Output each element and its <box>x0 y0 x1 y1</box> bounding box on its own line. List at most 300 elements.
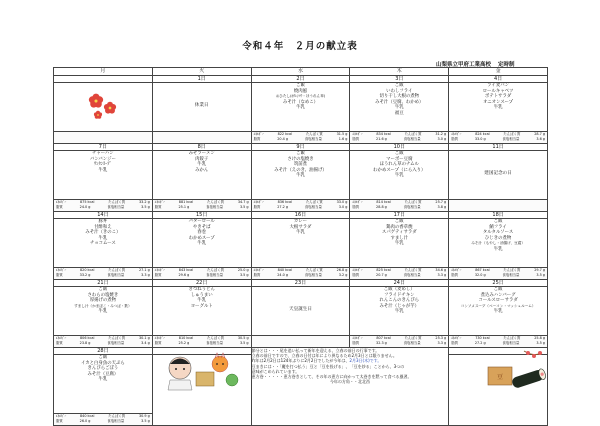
energy-value: 824 kcal <box>475 132 490 136</box>
energy-label: ｴﾈﾙｷﾞｰ <box>154 336 165 340</box>
menu-item: みかん <box>195 167 209 173</box>
salt-value: 3.5 g <box>536 341 545 345</box>
menu-item: すまし汁（かまぼこ・みつば・麩） <box>74 303 132 308</box>
menu-item: 牛乳 <box>98 235 108 241</box>
menu-table <box>53 67 548 426</box>
menu-cell <box>350 151 449 200</box>
menu-date: 3日 <box>350 76 449 83</box>
closed-day-note: 天皇誕生日 <box>289 307 312 312</box>
ehomaki-icon <box>484 349 546 393</box>
salt-value: 1.6 g <box>338 137 348 141</box>
protein-value: 34.6 g <box>435 268 447 272</box>
setsubun-line: 意味がこめられています。 <box>251 368 300 374</box>
menu-item: 牛乳 <box>394 173 404 178</box>
menu-item: 焼肉風 <box>293 88 308 94</box>
menu-item: みそ汁（なめこ） <box>282 99 319 105</box>
nutrition-cell <box>251 336 350 348</box>
menu-cell <box>152 287 251 336</box>
menu-item: ほうれん草のナムル <box>379 162 419 167</box>
nutrition-cell <box>350 132 449 144</box>
energy-value: 875 kcal <box>80 200 95 204</box>
fat-label: 脂質 <box>352 205 360 209</box>
menu-item: きんぴらごぼう <box>87 366 119 371</box>
menu-item: 鶏肉の香草焼 <box>386 224 413 230</box>
menu-cell <box>54 151 153 200</box>
energy-label: ｴﾈﾙｷﾞｰ <box>56 336 67 340</box>
menu-date: 28日 <box>54 348 153 355</box>
nutrition-line-2 <box>252 205 350 210</box>
protein-value: 28.7 g <box>534 132 545 136</box>
menu-item: コンソメスープ（ベーコン・マッシュルーム） <box>460 303 536 308</box>
menu-item: 牛乳 <box>98 309 108 314</box>
nutrition-cell <box>449 132 548 144</box>
fat-value: 25.2 g <box>178 341 190 345</box>
nutrition-cell <box>449 336 548 348</box>
energy-label: ｴﾈﾙｷﾞｰ <box>253 200 264 204</box>
fat-value: 33.0 g <box>474 137 486 141</box>
energy-label: ｴﾈﾙｷﾞｰ <box>56 200 67 204</box>
menu-item: 牛乳 <box>197 298 207 303</box>
energy-label: ｴﾈﾙｷﾞｰ <box>451 336 462 340</box>
protein-label: たんぱく質 <box>108 336 126 340</box>
energy-value: 840 kcal <box>80 414 95 418</box>
menu-cell <box>449 83 548 132</box>
menu-item: 牛乳 <box>394 241 404 246</box>
salt-value: 3.0 g <box>437 137 447 141</box>
protein-value: 33.0 g <box>336 200 348 204</box>
energy-value: 867 kcal <box>475 268 490 272</box>
menu-item: ﾜﾝﾀﾝｽｰﾌﾟ <box>94 162 112 167</box>
energy-value: 820 kcal <box>80 268 95 272</box>
menu-item: タルタルソース <box>482 230 514 235</box>
fat-value: 28.8 g <box>376 205 387 209</box>
menu-item: ご飯 <box>394 83 404 88</box>
menu-item: 大根サラダ <box>289 224 312 230</box>
nutrition-line-2 <box>153 273 251 278</box>
menu-item: みそ汁（豆腐、わかめ） <box>375 99 424 105</box>
salt-label: 食塩相当量 <box>107 273 125 277</box>
menu-item: イカと白身魚の天ぷら <box>81 360 125 366</box>
menu-item: しゅうまい <box>190 292 213 298</box>
salt-value: 3.5 g <box>141 205 150 209</box>
menu-item: ご飯 <box>98 287 108 292</box>
nutrition-line-2 <box>153 341 251 346</box>
protein-value: 25.0 g <box>237 268 249 272</box>
menu-cell <box>152 219 251 268</box>
fat-value: 29.6 g <box>178 273 190 277</box>
salt-value: 3.5 g <box>239 205 249 209</box>
nutrition-line-2 <box>252 273 350 278</box>
menu-cell <box>54 219 153 268</box>
energy-label: ｴﾈﾙｷﾞｰ <box>451 268 462 272</box>
energy-label: ｴﾈﾙｷﾞｰ <box>451 132 462 136</box>
school-label: 山梨県立甲府工業高校 <box>436 62 492 68</box>
menu-item: ご飯 <box>296 83 305 88</box>
menu-item: 鯖フライ <box>489 224 507 230</box>
protein-label: たんぱく質 <box>305 132 323 136</box>
menu-item: 牛乳 <box>296 105 305 110</box>
plum-blossom-icon <box>86 91 120 121</box>
energy-value: 825 kcal <box>376 268 391 272</box>
menu-date: 18日 <box>449 212 548 219</box>
menu-item: ご飯 <box>394 151 404 156</box>
energy-value: 840 kcal <box>277 268 292 272</box>
menu-item: 牛乳 <box>98 377 108 382</box>
menu-item: スパゲティサラダ <box>381 230 417 235</box>
menu-item: フライドチキン <box>384 292 415 298</box>
menu-date: 23日 <box>251 280 350 287</box>
menu-item: いわしフライ <box>386 88 413 94</box>
menu-item: みそ汁（もやし・油揚げ、豆腐） <box>471 241 525 245</box>
salt-value: 3.5 g <box>239 273 249 277</box>
menu-item: 切り干し大根の煮物 <box>379 94 420 99</box>
menu-item: みそ汁（きのこ） <box>85 230 121 235</box>
menu-date: 15日 <box>152 212 251 219</box>
nutrition-cell <box>54 132 153 144</box>
salt-label: 食塩相当量 <box>403 205 421 209</box>
menu-item: ご飯（麦めし） <box>383 287 415 292</box>
menu-item: ポテトサラダ <box>484 94 512 99</box>
nutrition-cell <box>251 132 350 144</box>
nutrition-line-2 <box>449 137 547 142</box>
menu-item: ロールキャベツ <box>482 88 514 94</box>
protein-label: たんぱく質 <box>108 268 126 272</box>
protein-value: 29.7 g <box>534 268 545 272</box>
svg-text:豆: 豆 <box>496 374 504 381</box>
fat-label: 脂質 <box>253 205 261 209</box>
menu-cell <box>449 151 548 200</box>
energy-value: 807 kcal <box>376 336 391 340</box>
fat-label: 脂質 <box>56 341 63 345</box>
energy-value: 822 kcal <box>277 132 292 136</box>
salt-label: 食塩相当量 <box>403 137 421 141</box>
fat-label: 脂質 <box>352 341 360 345</box>
menu-item: バンバンジー <box>89 156 116 162</box>
salt-label: 食塩相当量 <box>304 137 322 141</box>
menu-cell <box>54 83 153 132</box>
energy-label: ｴﾈﾙｷﾞｰ <box>352 336 363 340</box>
menu-date: 11日 <box>449 144 548 151</box>
setsubun-line: 節分とは・・・尾を追い払って新年を迎える、立春の前日の行事です。 <box>251 348 380 353</box>
nutrition-line-2 <box>449 341 547 346</box>
salt-label: 食塩相当量 <box>304 273 322 277</box>
menu-item: ライ麦パン <box>487 83 509 88</box>
menu-date: 22日 <box>152 280 251 287</box>
setsubun-highlight: 2月3日(木)です。 <box>349 358 382 364</box>
salt-value: 3.0 g <box>338 205 348 209</box>
energy-value: 834 kcal <box>376 132 391 136</box>
menu-item: わかめスープ <box>188 235 215 241</box>
menu-item: マーボー豆腐 <box>386 156 413 162</box>
salt-label: 食塩相当量 <box>502 273 520 277</box>
fat-value: 20.7 g <box>376 273 387 277</box>
menu-item: 豚丼 <box>98 219 108 224</box>
nutrition-cell <box>350 336 449 348</box>
menu-item: さけの塩焼き <box>287 156 314 162</box>
salt-label: 食塩相当量 <box>107 341 125 345</box>
salt-value: 3.3 g <box>141 273 150 277</box>
menu-item: チャーハン <box>92 151 114 156</box>
menu-item: 牛乳 <box>493 309 503 314</box>
salt-label: 食塩相当量 <box>206 273 224 277</box>
salt-value: 3.3 g <box>437 273 447 277</box>
energy-value: 881 kcal <box>178 200 194 204</box>
fat-value: 32.3 g <box>376 341 387 345</box>
energy-value: 814 kcal <box>376 200 391 204</box>
menu-cell <box>54 287 153 336</box>
fat-label: 脂質 <box>352 273 360 277</box>
menu-date: 17日 <box>350 212 449 219</box>
setsubun-line: 今年の方角・・北北西 <box>329 379 370 385</box>
day-of-week-header: 木 <box>350 68 449 76</box>
salt-label: 食塩相当量 <box>206 205 224 209</box>
nutrition-cell <box>449 268 548 280</box>
nutrition-line-2 <box>54 341 152 346</box>
protein-label: たんぱく質 <box>305 200 323 204</box>
menu-item: みそ汁（豆腐） <box>87 371 119 377</box>
menu-item: 牛乳 <box>98 167 108 173</box>
nutrition-cell <box>449 200 548 212</box>
menu-item: ひじきの煮物 <box>484 235 512 241</box>
nutrition-line-2 <box>252 137 350 142</box>
protein-label: たんぱく質 <box>503 132 521 136</box>
setsubun-oni-icon <box>162 350 242 392</box>
menu-cell <box>251 287 350 336</box>
menu-cell <box>449 219 548 268</box>
nutrition-cell <box>54 268 153 280</box>
salt-label: 食塩相当量 <box>206 341 224 345</box>
menu-item: チョコムース <box>90 241 116 246</box>
menu-item: 福豆 <box>394 110 404 116</box>
menu-item: わかめスープ（にら入り） <box>373 167 426 173</box>
menu-item: 牛乳 <box>197 162 207 167</box>
energy-label: ｴﾈﾙｷﾞｰ <box>352 268 363 272</box>
salt-label: 食塩相当量 <box>304 205 322 209</box>
protein-label: たんぱく質 <box>207 268 224 272</box>
protein-value: 31.2 g <box>435 132 447 136</box>
menu-cell <box>350 219 449 268</box>
protein-value: 26.8 g <box>336 268 348 272</box>
energy-value: 843 kcal <box>178 268 194 272</box>
menu-item: おひたし(ﾎｳﾚﾝｿｳ・ほうれん草) <box>275 94 326 98</box>
nutrition-cell <box>350 200 449 212</box>
energy-label: ｴﾈﾙｷﾞｰ <box>253 132 264 136</box>
nutrition-cell <box>152 336 251 348</box>
menu-item: 厚揚げの煮物 <box>89 298 117 303</box>
menu-item: ご飯 <box>493 287 503 292</box>
menu-date: 7日 <box>54 144 153 151</box>
page-title: 令和４年 ２月の献立表 <box>242 41 358 52</box>
salt-label: 食塩相当量 <box>107 419 125 423</box>
fat-label: 脂質 <box>451 273 458 277</box>
menu-cell <box>152 151 251 200</box>
fat-label: 脂質 <box>154 341 162 345</box>
menu-item: 肉餃子 <box>195 156 209 162</box>
menu-item: やきそば <box>192 224 211 230</box>
setsubun-line: 豆まきには・・「魔を打つ払う」豆と「豆を投げる」、「豆を炒る」ことから、3つの <box>251 363 405 369</box>
fat-value: 24.0 g <box>277 273 289 277</box>
menu-item: オニオンスープ <box>483 99 514 105</box>
menu-item: 牛乳 <box>394 309 404 314</box>
fat-value: 21.6 g <box>376 137 387 141</box>
protein-label: たんぱく質 <box>207 336 224 340</box>
menu-item: れんこんのきんぴら <box>379 298 420 303</box>
menu-item: ご飯 <box>98 355 108 360</box>
closed-day-note: 建国記念の日 <box>484 171 512 176</box>
menu-item: 牛乳 <box>296 230 305 235</box>
menu-date: 4日 <box>449 76 548 83</box>
protein-value: 31.5 g <box>336 132 348 136</box>
day-of-week-header: 月 <box>54 68 153 76</box>
menu-cell <box>350 287 449 336</box>
protein-value: 25.7 g <box>435 200 447 204</box>
menu-cell <box>251 219 350 268</box>
menu-item: ご飯 <box>493 219 503 224</box>
menu-item: バターロール <box>188 219 215 224</box>
menu-item: 筑前煮 <box>293 162 308 167</box>
menu-date: 8日 <box>152 144 251 151</box>
menu-date: 16日 <box>251 212 350 219</box>
salt-value: 3.3 g <box>437 341 447 345</box>
menu-item: さわらの塩焼き <box>87 292 119 298</box>
fat-label: 脂質 <box>154 205 162 209</box>
nutrition-line-2 <box>153 205 251 210</box>
energy-label: ｴﾈﾙｷﾞｰ <box>352 200 363 204</box>
salt-label: 食塩相当量 <box>502 137 520 141</box>
menu-date: 24日 <box>350 280 449 287</box>
menu-item: きつねうどん <box>188 287 215 292</box>
setsubun-line: 立春の前日ですので、立春の日付は年により異なるため2月3日とは限りません。 <box>251 353 397 359</box>
protein-value: 25.8 g <box>534 336 545 340</box>
menu-item: すまし汁 <box>390 235 409 241</box>
fat-label: 脂質 <box>352 137 360 141</box>
nutrition-cell <box>251 268 350 280</box>
setsubun-line: 昨年は2月2日は124年ぶりに2月2日でしたが今年は、2月3日(木)です。 <box>251 358 382 364</box>
menu-cell <box>251 83 350 132</box>
fat-value: 23.8 g <box>79 341 91 345</box>
menu-cell <box>449 287 548 336</box>
energy-label: ｴﾈﾙｷﾞｰ <box>154 200 165 204</box>
fat-label: 脂質 <box>253 273 261 277</box>
energy-label: ｴﾈﾙｷﾞｰ <box>253 268 264 272</box>
protein-label: たんぱく質 <box>404 200 422 204</box>
fat-value: 24.0 g <box>79 205 91 209</box>
menu-item: カレー <box>293 219 308 224</box>
menu-date: 25日 <box>449 280 548 287</box>
energy-value: 810 kcal <box>178 336 194 340</box>
energy-value: 836 kcal <box>277 200 292 204</box>
salt-label: 食塩相当量 <box>403 341 421 345</box>
menu-date: 14日 <box>54 212 153 219</box>
fat-label: 脂質 <box>451 341 458 345</box>
menu-item: みそ汁（じゃが芋） <box>379 303 420 309</box>
nutrition-line-2 <box>350 273 448 278</box>
fat-label: 脂質 <box>451 137 458 141</box>
salt-value: 3.2 g <box>338 273 348 277</box>
energy-label: ｴﾈﾙｷﾞｰ <box>56 268 67 272</box>
energy-label: ｴﾈﾙｷﾞｰ <box>56 414 67 418</box>
nutrition-line-2 <box>54 205 152 210</box>
day-of-week-header: 水 <box>251 68 350 76</box>
menu-cell <box>152 83 251 132</box>
menu-item: 春巻 <box>197 230 207 235</box>
menu-date <box>54 76 153 83</box>
protein-label: たんぱく質 <box>503 268 521 272</box>
nutrition-cell <box>54 200 153 212</box>
fat-value: 20.4 g <box>277 137 289 141</box>
salt-value: 3.5 g <box>536 273 545 277</box>
fat-value: 27.2 g <box>474 341 486 345</box>
protein-value: 33.2 g <box>139 200 150 204</box>
day-of-week-header: 火 <box>152 68 251 76</box>
fat-value: 27.2 g <box>277 205 289 209</box>
nutrition-line-2 <box>54 419 152 424</box>
fat-value: 25.1 g <box>178 205 190 209</box>
fat-value: 33.2 g <box>79 273 91 277</box>
menu-date: 10日 <box>350 144 449 151</box>
salt-value: 3.5 g <box>239 341 249 345</box>
menu-item: 牛乳 <box>197 241 207 246</box>
salt-value: 3.4 g <box>141 341 150 345</box>
closed-day-note: 休業日 <box>194 103 209 108</box>
energy-value: 806 kcal <box>80 336 95 340</box>
fat-label: 脂質 <box>253 137 261 141</box>
salt-value: 3.5 g <box>141 419 150 423</box>
protein-label: たんぱく質 <box>305 268 323 272</box>
menu-item: 牛乳 <box>296 173 305 178</box>
nutrition-line-2 <box>350 137 448 142</box>
fat-value: 32.0 g <box>474 273 486 277</box>
menu-item: 牛乳 <box>493 105 503 110</box>
energy-value: 730 kcal <box>475 336 490 340</box>
fat-label: 脂質 <box>56 419 63 423</box>
menu-cell <box>350 83 449 132</box>
protein-label: たんぱく質 <box>108 414 126 418</box>
salt-value: 3.6 g <box>536 137 545 141</box>
protein-label: たんぱく質 <box>404 132 422 136</box>
salt-label: 食塩相当量 <box>502 341 520 345</box>
nutrition-cell <box>251 200 350 212</box>
protein-value: 34.7 g <box>237 200 249 204</box>
nutrition-line-2 <box>449 273 547 278</box>
menu-item: 牛乳 <box>493 246 503 252</box>
nutrition-cell <box>152 268 251 280</box>
fat-label: 脂質 <box>56 205 63 209</box>
protein-value: 30.9 g <box>139 414 150 418</box>
nutrition-cell <box>350 268 449 280</box>
menu-date: 9日 <box>251 144 350 151</box>
setsubun-note <box>251 348 449 426</box>
protein-label: たんぱく質 <box>404 336 422 340</box>
salt-label: 食塩相当量 <box>403 273 421 277</box>
menu-date: 2日 <box>251 76 350 83</box>
nutrition-cell <box>152 132 251 144</box>
menu-item: 牛乳 <box>394 105 404 110</box>
salt-value: 3.8 g <box>437 205 447 209</box>
menu-item: みそラーメン <box>188 151 215 156</box>
protein-value: 30.5 g <box>237 336 249 340</box>
energy-label: ｴﾈﾙｷﾞｰ <box>154 268 165 272</box>
menu-item: 煮込みハンバーグ <box>480 292 516 298</box>
menu-date: 1日 <box>152 76 251 83</box>
salt-label: 食塩相当量 <box>107 205 125 209</box>
school-system: 定時制 <box>498 62 515 68</box>
setsubun-line: 恵方巻・・・・・恵方巻きとして、その年の恵方に向かって太巻きを黙って食べる風習。 <box>251 374 412 380</box>
protein-value: 27.1 g <box>139 268 150 272</box>
menu-date: 21日 <box>54 280 153 287</box>
nutrition-line-2 <box>350 205 448 210</box>
menu-item: コールスローサラダ <box>478 298 518 303</box>
